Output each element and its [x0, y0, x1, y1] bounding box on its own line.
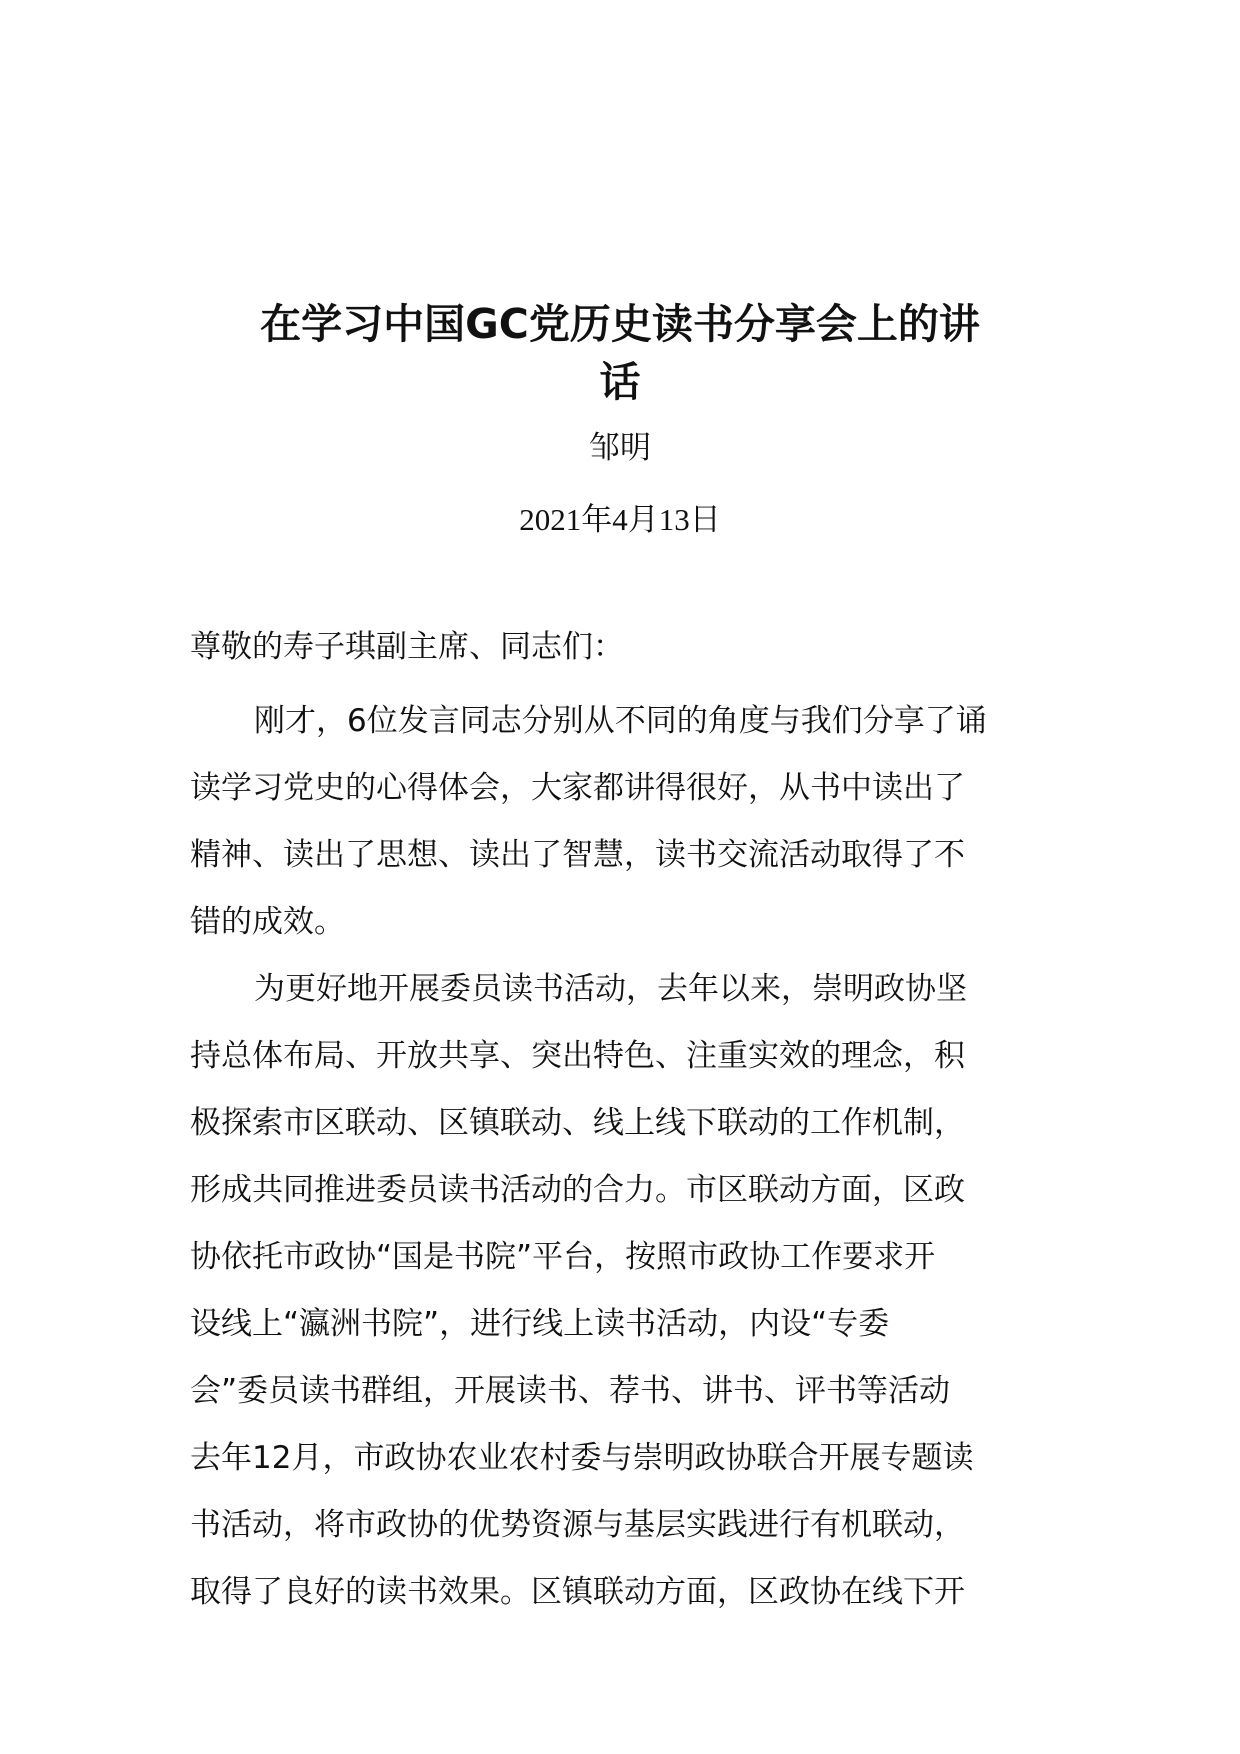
paragraph-2-line: 持总体布局、开放共享、突出特色、注重实效的理念，积: [190, 1038, 965, 1074]
speech-body: [190, 688, 1052, 1626]
speech-date: 2021年4月13日: [519, 502, 721, 537]
title-line-2: 话: [599, 358, 641, 406]
paragraph-2-line: 为更好地开展委员读书活动，去年以来，崇明政协坚: [254, 971, 967, 1007]
paragraph-2-line: 书活动，将市政协的优势资源与基层实践进行有机联动，: [190, 1507, 965, 1543]
paragraph-1-line: 刚才，6位发言同志分别从不同的角度与我们分享了诵: [254, 703, 987, 739]
paragraph-1-line: 错的成效。: [190, 904, 345, 940]
paragraph-2-line: 形成共同推进委员读书活动的合力。市区联动方面，区政: [190, 1172, 965, 1208]
paragraph-2-line: 去年12月，市政协农业农村委与崇明政协联合开展专题读: [190, 1440, 974, 1476]
paragraph-2-line: 极探索市区联动、区镇联动、线上线下联动的工作机制，: [190, 1105, 965, 1141]
document-title: [190, 295, 1050, 411]
salutation: 尊敬的寿子琪副主席、同志们：: [190, 629, 624, 665]
author-name: 邹明: [589, 430, 651, 466]
paragraph-2-line: 协依托市政协“国是书院”平台，按照市政协工作要求开: [190, 1239, 936, 1275]
paragraph-2-line: 设线上“瀛洲书院”，进行线上读书活动，内设“专委: [190, 1306, 890, 1342]
title-line-1: 在学习中国GC党历史读书分享会上的讲: [260, 300, 980, 348]
paragraph-1-line: 精神、读出了思想、读出了智慧，读书交流活动取得了不: [190, 837, 965, 873]
paragraph-1-line: 读学习党史的心得体会，大家都讲得很好，从书中读出了: [190, 770, 965, 806]
paragraph-2-line: 会”委员读书群组，开展读书、荐书、讲书、评书等活动: [190, 1373, 951, 1409]
paragraph-2-line: 取得了良好的读书效果。区镇联动方面，区政协在线下开: [190, 1574, 965, 1610]
